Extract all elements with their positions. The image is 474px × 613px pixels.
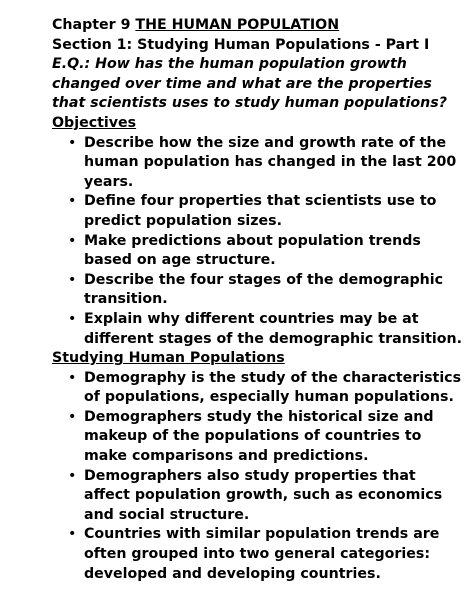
bullet-icon: •	[68, 232, 77, 249]
chapter-prefix: Chapter 9	[52, 17, 136, 33]
bullet-icon: •	[68, 310, 77, 327]
list-item: • Describe how the size and growth rate of the human population has changed in the last 200 years.	[68, 134, 457, 190]
objectives-list	[52, 134, 462, 350]
list-item: • Demographers study the historical size and makeup of the populations of countries to make comparisons and predictions.	[68, 408, 434, 465]
essential-question-line-2: changed over time and what are the properties	[52, 75, 432, 92]
bullet-icon: •	[68, 467, 77, 484]
bullet-icon: •	[68, 408, 77, 425]
bullet-icon: •	[68, 193, 77, 210]
essential-question-line-1: E.Q.: How has the human population growth	[52, 56, 407, 73]
list-item: • Describe the four stages of the demographic transition.	[68, 271, 444, 308]
list-item: • Make predictions about population trends based on age structure.	[68, 232, 421, 269]
list-item: • Explain why different countries may be at different stages of the demographic transition.	[68, 310, 462, 347]
bullet-icon: •	[68, 271, 77, 288]
list-item: • Define four properties that scientists use to predict population sizes.	[68, 193, 437, 229]
chapter-heading	[52, 16, 462, 36]
studying-list	[52, 369, 462, 585]
list-item: • Demography is the study of the characteristics of populations, especially human populations.	[68, 369, 462, 406]
bullet-icon: •	[68, 526, 77, 543]
studying-heading: Studying Human Populations	[52, 350, 285, 367]
bullet-icon: •	[68, 134, 77, 151]
essential-question-line-3: that scientists uses to study human populations?	[52, 95, 447, 112]
section-heading: Section 1: Studying Human Populations - Part I	[52, 36, 430, 53]
list-item: • Demographers also study properties that affect population growth, such as economics and social structure.	[68, 467, 443, 523]
list-item: • Countries with similar population trends are often grouped into two general categories: developed and developing countries.	[68, 526, 440, 582]
document-page	[52, 16, 462, 584]
objectives-heading: Objectives	[52, 114, 137, 131]
chapter-title: THE HUMAN POPULATION	[135, 17, 340, 33]
bullet-icon: •	[68, 369, 77, 386]
